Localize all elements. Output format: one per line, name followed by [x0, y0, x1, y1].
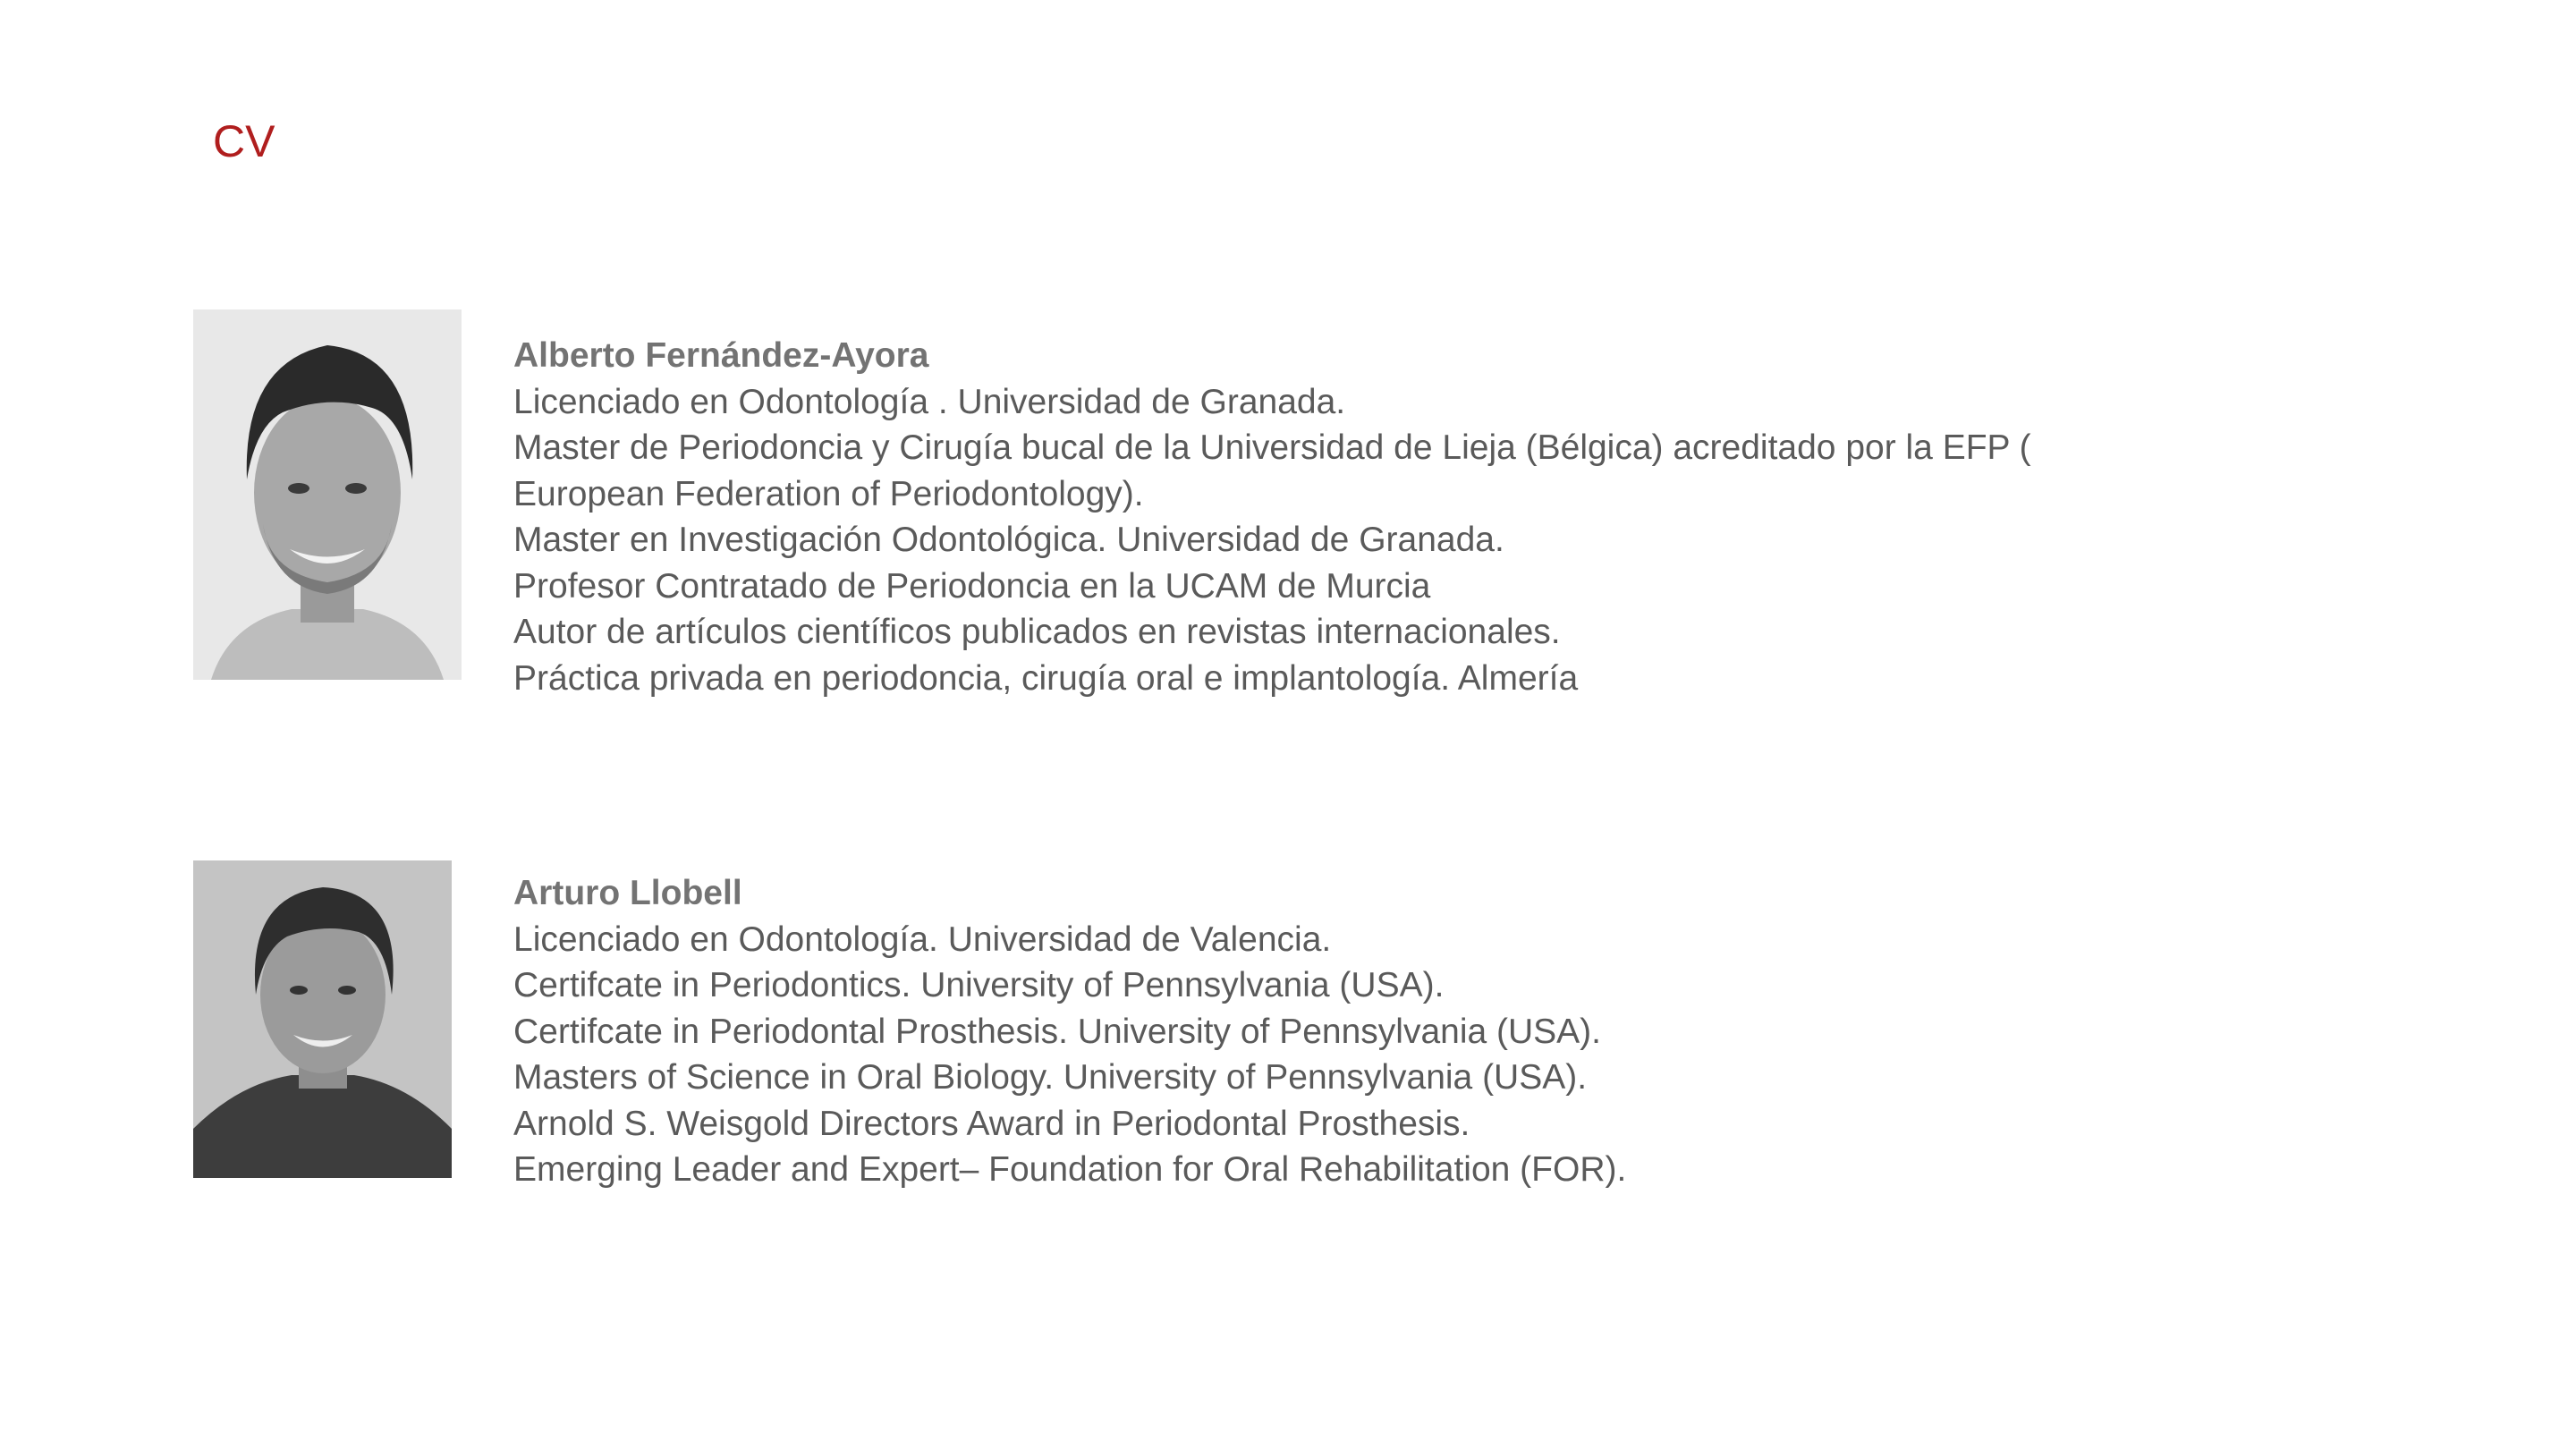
portrait-photo — [193, 309, 462, 680]
profile-text — [513, 870, 2463, 1193]
page-title: CV — [213, 116, 275, 166]
person-name: Arturo Llobell — [513, 874, 742, 912]
cv-line: Masters of Science in Oral Biology. University of Pennsylvania (USA). — [513, 1058, 1588, 1097]
portrait-photo — [193, 860, 452, 1178]
cv-line: European Federation of Periodontology). — [513, 474, 1144, 513]
cv-line: Certifcate in Periodontal Prosthesis. University of Pennsylvania (USA). — [513, 1012, 1602, 1051]
cv-line: Emerging Leader and Expert– Foundation for Oral Rehabilitation (FOR). — [513, 1150, 1627, 1189]
person-name: Alberto Fernández-Ayora — [513, 336, 929, 375]
cv-line: Certifcate in Periodontics. University of Pennsylvania (USA). — [513, 966, 1445, 1004]
cv-line: Master de Periodoncia y Cirugía bucal de la Universidad de Lieja (Bélgica) acreditado por la EFP ( — [513, 428, 2031, 467]
cv-line: Profesor Contratado de Periodoncia en la UCAM de Murcia — [513, 566, 1431, 606]
cv-line: Arnold S. Weisgold Directors Award in Periodontal Prosthesis. — [513, 1104, 1470, 1143]
cv-line: Autor de artículos científicos publicados en revistas internacionales. — [513, 613, 1561, 651]
cv-line: Master en Investigación Odontológica. Universidad de Granada. — [513, 521, 1504, 559]
portrait-photo-icon — [193, 309, 462, 680]
cv-line: Licenciado en Odontología . Universidad de Granada. — [513, 382, 1346, 421]
portrait-photo-icon — [193, 860, 452, 1178]
profile-text — [513, 333, 2463, 701]
cv-line: Práctica privada en periodoncia, cirugía oral e implantología. Almería — [513, 658, 1579, 698]
cv-line: Licenciado en Odontología. Universidad de Valencia. — [513, 919, 1332, 959]
